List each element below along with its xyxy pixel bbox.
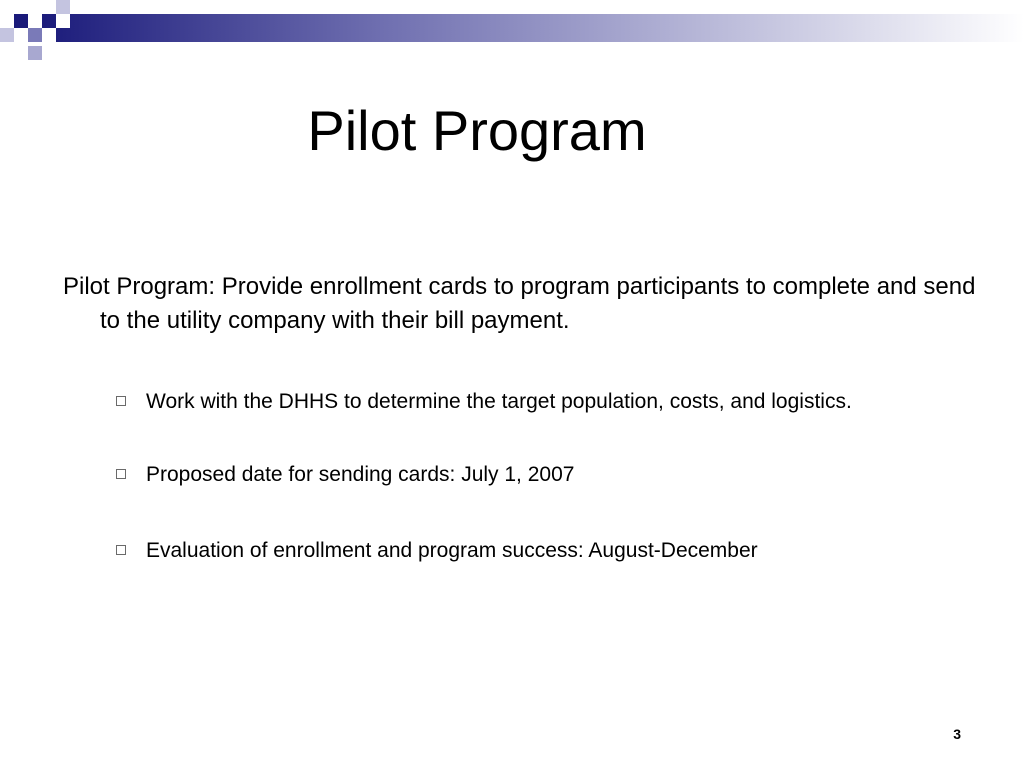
decor-square — [56, 0, 70, 14]
hollow-square-bullet-icon — [116, 469, 126, 479]
hollow-square-bullet-icon — [116, 545, 126, 555]
bullet-list — [115, 386, 935, 566]
bullet-item — [115, 459, 935, 490]
decor-square — [56, 14, 70, 28]
bullet-item — [115, 386, 935, 417]
main-paragraph: Pilot Program: Provide enrollment cards to program participants to complete and send to the utility company with their bill payment. — [63, 273, 976, 334]
header-gradient-bar — [36, 14, 1024, 42]
decor-square — [28, 14, 42, 28]
bullet-item — [115, 535, 935, 566]
hollow-square-bullet-icon — [116, 396, 126, 406]
bullet-text: Work with the DHHS to determine the target population, costs, and logistics. — [146, 390, 852, 413]
decor-square — [42, 0, 56, 14]
bullet-text: Proposed date for sending cards: July 1, 2007 — [146, 463, 575, 486]
bullet-text: Evaluation of enrollment and program success: August-December — [146, 539, 758, 562]
page-number: 3 — [953, 726, 961, 742]
decor-square — [42, 28, 56, 42]
decor-square — [28, 28, 42, 42]
decor-square — [0, 28, 14, 42]
slide-title: Pilot Program — [307, 99, 647, 162]
decor-square — [14, 28, 28, 42]
decor-square — [14, 14, 28, 28]
decor-square — [28, 46, 42, 60]
